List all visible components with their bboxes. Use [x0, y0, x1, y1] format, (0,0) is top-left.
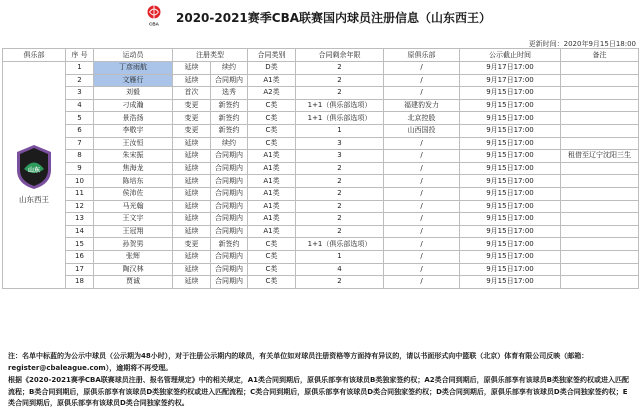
- cell-deadline: 9月15日17:00: [460, 276, 561, 289]
- cell-notes: [561, 74, 639, 87]
- table-row: [3, 213, 639, 226]
- cell-deadline: 9月15日17:00: [460, 124, 561, 137]
- cell-contract-kind: 合同期内: [211, 225, 248, 238]
- cell-contract-class: A1类: [248, 200, 296, 213]
- cell-years-left: 1: [296, 250, 384, 263]
- cell-notes: [561, 187, 639, 200]
- cell-years-left: 2: [296, 162, 384, 175]
- cell-player: 孙贺男: [94, 238, 173, 251]
- cell-no: 3: [66, 87, 94, 100]
- cell-no: 1: [66, 62, 94, 75]
- cell-contract-class: A1类: [248, 162, 296, 175]
- table-row: [3, 150, 639, 163]
- cell-reg-type: 延续: [173, 62, 211, 75]
- note-rules: 根据《2020-2021赛季CBA联赛球员注册、报名管理规定》中的相关规定，A1类合同到期后，原俱乐部享有该球员B类独家签约权；A2类合同到期后，原俱乐部享有该球员B类独家签约权或进入匹配流程；B类合同到期后，原俱乐部享有该球员D类独家签约权或进入匹配流程；C类合同到期后，原俱乐部享有该球员D类合同独家签约权；D类合同到期后，原俱乐部享有该球员D类合同独家签约权；E类合同到期后，原俱乐部享有该球员D类合同独家签约权。: [8, 376, 630, 407]
- cell-player: 焦海龙: [94, 162, 173, 175]
- cell-prev-club: 福建豹发力: [384, 99, 460, 112]
- cell-prev-club: 山西国投: [384, 124, 460, 137]
- cell-player: 文雁行: [94, 74, 173, 87]
- cell-player: 丁彦雨航: [94, 62, 173, 75]
- col-header-player: 运动员: [94, 49, 173, 62]
- cell-years-left: 2: [296, 225, 384, 238]
- cell-reg-type: 变更: [173, 112, 211, 125]
- cell-notes: [561, 124, 639, 137]
- cell-prev-club: /: [384, 200, 460, 213]
- cell-contract-class: C类: [248, 112, 296, 125]
- cell-player: 景浩扬: [94, 112, 173, 125]
- cell-reg-type: 延续: [173, 263, 211, 276]
- club-name: 山东西王: [19, 195, 49, 205]
- table-row: [3, 62, 639, 75]
- cell-years-left: 1+1（俱乐部选项）: [296, 112, 384, 125]
- table-row: [3, 137, 639, 150]
- club-logo-text: 山东: [27, 167, 41, 175]
- cell-player: 刁成瀚: [94, 99, 173, 112]
- cell-deadline: 9月17日17:00: [460, 62, 561, 75]
- cell-prev-club: /: [384, 276, 460, 289]
- cell-reg-type: 延续: [173, 250, 211, 263]
- cell-contract-kind: 合同期内: [211, 175, 248, 188]
- cell-reg-type: 变更: [173, 238, 211, 251]
- cell-contract-class: A1类: [248, 175, 296, 188]
- cell-prev-club: /: [384, 238, 460, 251]
- cell-contract-class: C类: [248, 276, 296, 289]
- cell-no: 12: [66, 200, 94, 213]
- cell-years-left: 2: [296, 175, 384, 188]
- cell-contract-kind: 续约: [211, 137, 248, 150]
- cell-no: 5: [66, 112, 94, 125]
- cell-notes: [561, 137, 639, 150]
- cell-player: 贾诚: [94, 276, 173, 289]
- cell-reg-type: 延续: [173, 137, 211, 150]
- cell-notes: [561, 162, 639, 175]
- col-header-reg-type: 注册类型: [173, 49, 248, 62]
- cell-player: 陈培东: [94, 175, 173, 188]
- cell-no: 8: [66, 150, 94, 163]
- cell-contract-class: C类: [248, 263, 296, 276]
- cell-no: 2: [66, 74, 94, 87]
- cell-deadline: 9月15日17:00: [460, 225, 561, 238]
- cell-years-left: 2: [296, 62, 384, 75]
- cell-no: 15: [66, 238, 94, 251]
- cell-reg-type: 延续: [173, 150, 211, 163]
- cell-notes: [561, 225, 639, 238]
- cell-years-left: 2: [296, 74, 384, 87]
- table-row: [3, 187, 639, 200]
- cell-contract-class: A1类: [248, 187, 296, 200]
- cell-prev-club: /: [384, 263, 460, 276]
- cell-no: 13: [66, 213, 94, 226]
- cell-years-left: 1+1（俱乐部选项）: [296, 99, 384, 112]
- cell-reg-type: 延续: [173, 213, 211, 226]
- table-row: [3, 263, 639, 276]
- cell-contract-kind: 合同期内: [211, 213, 248, 226]
- col-header-no: 序 号: [66, 49, 94, 62]
- cell-no: 6: [66, 124, 94, 137]
- cell-years-left: 2: [296, 276, 384, 289]
- cell-contract-kind: 续约: [211, 62, 248, 75]
- cell-prev-club: /: [384, 162, 460, 175]
- col-header-prev-club: 原俱乐部: [384, 49, 460, 62]
- cell-prev-club: 北京控股: [384, 112, 460, 125]
- cba-logo-text: CBA: [149, 21, 159, 27]
- col-header-years-left: 合同剩余年限: [296, 49, 384, 62]
- cell-contract-kind: 选秀: [211, 87, 248, 100]
- cell-no: 4: [66, 99, 94, 112]
- table-row: [3, 124, 639, 137]
- cell-deadline: 9月15日17:00: [460, 137, 561, 150]
- cell-player: 张辉: [94, 250, 173, 263]
- cell-contract-class: C类: [248, 238, 296, 251]
- cell-deadline: 9月15日17:00: [460, 250, 561, 263]
- cell-contract-class: C类: [248, 99, 296, 112]
- cell-contract-class: C类: [248, 137, 296, 150]
- cell-years-left: 1: [296, 124, 384, 137]
- cell-notes: [561, 87, 639, 100]
- cell-contract-kind: 合同期内: [211, 200, 248, 213]
- cell-deadline: 9月15日17:00: [460, 238, 561, 251]
- cell-contract-class: D类: [248, 62, 296, 75]
- table-row: [3, 162, 639, 175]
- table-row: [3, 238, 639, 251]
- cell-deadline: 9月15日17:00: [460, 263, 561, 276]
- cell-reg-type: 延续: [173, 276, 211, 289]
- cell-no: 10: [66, 175, 94, 188]
- cell-contract-class: A1类: [248, 213, 296, 226]
- cell-contract-kind: 合同期内: [211, 187, 248, 200]
- table-row: [3, 250, 639, 263]
- cell-prev-club: /: [384, 213, 460, 226]
- cell-years-left: 4: [296, 263, 384, 276]
- cell-contract-kind: 合同期内: [211, 74, 248, 87]
- note-disclaimer: 注：名单中标蓝的为公示中球员（公示期为48小时），对于注册公示期内的球员，有关单位如对球员注册资格等方面持有异议的，请以书面形式向中篮联（北京）体育有限公司反映（邮箱：register@cbaleague.com），逾期将不再受理。: [8, 352, 589, 372]
- cell-notes: [561, 175, 639, 188]
- cell-no: 16: [66, 250, 94, 263]
- cell-notes: [561, 250, 639, 263]
- cell-prev-club: /: [384, 250, 460, 263]
- cell-reg-type: 延续: [173, 225, 211, 238]
- cell-deadline: 9月15日17:00: [460, 162, 561, 175]
- table-row: [3, 276, 639, 289]
- cell-contract-kind: 新签约: [211, 238, 248, 251]
- cell-years-left: 3: [296, 137, 384, 150]
- update-time: 更新时间：2020年9月15日18:00: [528, 40, 636, 48]
- cell-player: 侯沛佐: [94, 187, 173, 200]
- club-cell: [3, 62, 66, 289]
- table-row: [3, 200, 639, 213]
- cell-reg-type: 变更: [173, 99, 211, 112]
- cell-contract-kind: 新签约: [211, 124, 248, 137]
- cell-deadline: 9月15日17:00: [460, 150, 561, 163]
- cell-notes: 租借至辽宁沈阳三生: [561, 150, 639, 163]
- cell-reg-type: 延续: [173, 200, 211, 213]
- cell-prev-club: /: [384, 187, 460, 200]
- cell-no: 11: [66, 187, 94, 200]
- cell-deadline: 9月15日17:00: [460, 213, 561, 226]
- cell-no: 17: [66, 263, 94, 276]
- table-row: [3, 99, 639, 112]
- cell-player: 王汝恒: [94, 137, 173, 150]
- cell-deadline: 9月15日17:00: [460, 187, 561, 200]
- table-row: [3, 74, 639, 87]
- cell-player: 刘毅: [94, 87, 173, 100]
- cell-contract-kind: 合同期内: [211, 250, 248, 263]
- cba-logo-icon: [146, 4, 162, 28]
- cell-reg-type: 延续: [173, 175, 211, 188]
- table-row: [3, 87, 639, 100]
- cell-notes: [561, 263, 639, 276]
- cell-years-left: 2: [296, 187, 384, 200]
- cell-deadline: 9月15日17:00: [460, 87, 561, 100]
- cell-notes: [561, 213, 639, 226]
- cell-reg-type: 首次: [173, 87, 211, 100]
- cell-years-left: 2: [296, 87, 384, 100]
- cell-no: 14: [66, 225, 94, 238]
- table-row: [3, 225, 639, 238]
- cell-no: 7: [66, 137, 94, 150]
- cell-notes: [561, 99, 639, 112]
- cell-years-left: 3: [296, 150, 384, 163]
- notes-section: [8, 351, 634, 410]
- cell-prev-club: /: [384, 175, 460, 188]
- cell-notes: [561, 62, 639, 75]
- cell-contract-class: C类: [248, 250, 296, 263]
- cell-deadline: 9月15日17:00: [460, 112, 561, 125]
- cell-player: 马光翰: [94, 200, 173, 213]
- cell-player: 陶汉林: [94, 263, 173, 276]
- cell-contract-kind: 合同期内: [211, 150, 248, 163]
- col-header-notes: 备注: [561, 49, 639, 62]
- page-title: 2020-2021赛季CBA联赛国内球员注册信息（山东西王）: [176, 11, 492, 25]
- cell-deadline: 9月15日17:00: [460, 200, 561, 213]
- cell-reg-type: 延续: [173, 187, 211, 200]
- cell-notes: [561, 238, 639, 251]
- cell-years-left: 2: [296, 213, 384, 226]
- cell-contract-class: C类: [248, 124, 296, 137]
- cell-prev-club: /: [384, 150, 460, 163]
- cell-deadline: 9月17日17:00: [460, 74, 561, 87]
- cell-prev-club: /: [384, 225, 460, 238]
- table-row: [3, 175, 639, 188]
- cell-prev-club: /: [384, 87, 460, 100]
- col-header-club: 俱乐部: [3, 49, 66, 62]
- cell-player: 朱宋振: [94, 150, 173, 163]
- cell-player: 王冠翔: [94, 225, 173, 238]
- cell-contract-kind: 合同期内: [211, 263, 248, 276]
- cell-deadline: 9月15日17:00: [460, 99, 561, 112]
- cell-deadline: 9月15日17:00: [460, 175, 561, 188]
- table-header-row: [3, 49, 639, 62]
- cell-notes: [561, 112, 639, 125]
- cell-years-left: 2: [296, 200, 384, 213]
- cell-notes: [561, 200, 639, 213]
- cell-player: 王文宇: [94, 213, 173, 226]
- club-logo-icon: [14, 144, 54, 190]
- cell-prev-club: /: [384, 137, 460, 150]
- cell-contract-class: A2类: [248, 87, 296, 100]
- cell-prev-club: /: [384, 74, 460, 87]
- cell-reg-type: 变更: [173, 124, 211, 137]
- cell-contract-class: A1类: [248, 150, 296, 163]
- cell-contract-kind: 新签约: [211, 99, 248, 112]
- table-row: [3, 112, 639, 125]
- col-header-deadline: 公示截止时间: [460, 49, 561, 62]
- cell-no: 18: [66, 276, 94, 289]
- cell-contract-kind: 合同期内: [211, 162, 248, 175]
- col-header-contract-class: 合同类别: [248, 49, 296, 62]
- cell-contract-kind: 合同期内: [211, 276, 248, 289]
- cell-notes: [561, 276, 639, 289]
- cell-years-left: 1+1（俱乐部选项）: [296, 238, 384, 251]
- cell-prev-club: /: [384, 62, 460, 75]
- cell-contract-class: A1类: [248, 225, 296, 238]
- cell-no: 9: [66, 162, 94, 175]
- registration-table: [2, 48, 639, 289]
- cell-contract-class: A1类: [248, 74, 296, 87]
- cell-reg-type: 延续: [173, 74, 211, 87]
- cell-reg-type: 延续: [173, 162, 211, 175]
- cell-contract-kind: 新签约: [211, 112, 248, 125]
- cell-player: 李敬宇: [94, 124, 173, 137]
